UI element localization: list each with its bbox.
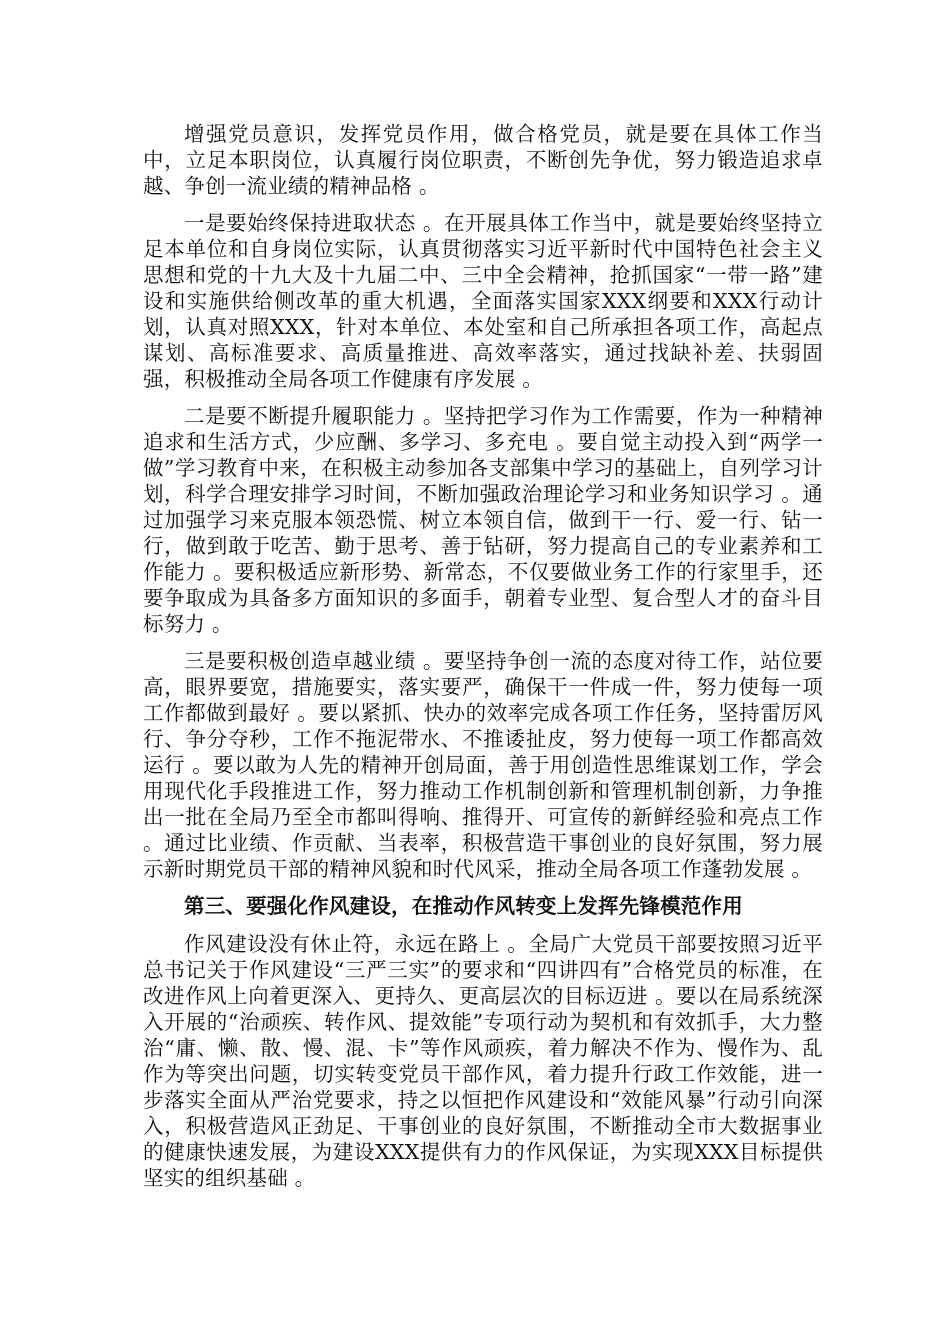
paragraph-progress-state: 一是要始终保持进取状态 。在开展具体工作当中，就是要始终坚持立足本单位和自身岗位实际，认真贯彻落实习近平新时代中国特色社会主义思想和党的十九大及十九届二中、三中全会精神，抢抓国家“一带一路”建设和实施供给侧改革的重大机遇，全面落实国家XXX纲要和XXX行动计划，认真对照XXX，针对本单位、本处室和自己所承担各项工作，高起点谋划、高标准要求、高质量推进、高效率落实，通过找缺补差、扶弱固强，积极推动全局各项工作健康有序发展 。 bbox=[143, 211, 823, 391]
intro-paragraph: 增强党员意识，发挥党员作用，做合格党员，就是要在具体工作当中，立足本职岗位，认真履行岗位职责，不断创先争优，努力锻造追求卓越、争创一流业绩的精神品格 。 bbox=[143, 122, 823, 198]
paragraph-excellent-performance: 三是要积极创造卓越业绩 。要坚持争创一流的态度对待工作，站位要高，眼界要宽，措施要实，落实要严，确保干一件成一件，努力使每一项工作都做到最好 。要以紧抓、快办的效率完成各项工作任务，坚持雷厉风行、争分夺秒，工作不拖泥带水、不推诿扯皮，努力使每一项工作都高效运行 。要以敢为人先的精神开创局面，善于用创造性思维谋划工作，学会用现代化手段推进工作，努力推动工作机制创新和管理机制创新，力争推出一批在全局乃至全市都叫得响、推得开、可宣传的新鲜经验和亮点工作 。通过比业绩、作贡献、当表率，积极营造干事创业的良好氛围，努力展示新时期党员干部的精神风貌和时代风采，推动全局各项工作蓬勃发展 。 bbox=[143, 649, 823, 881]
paragraph-duty-ability: 二是要不断提升履职能力 。坚持把学习作为工作需要，作为一种精神追求和生活方式，少应酬、多学习、多充电 。要自觉主动投入到“两学一做”学习教育中来，在积极主动参加各支部集中学习的基础上，自列学习计划，科学合理安排学习时间，不断加强政治理论学习和业务知识学习 。通过加强学习来克服本领恐慌、树立本领自信，做到干一行、爱一行、钻一行，做到敢于吃苦、勤于思考、善于钻研，努力提高自己的专业素养和工作能力 。要积极适应新形势、新常态，不仅要做业务工作的行家里手，还要争取成为具备多方面知识的多面手，朝着专业型、复合型人才的奋斗目标努力 。 bbox=[143, 404, 823, 636]
paragraph-work-style: 作风建设没有休止符，永远在路上 。全局广大党员干部要按照习近平总书记关于作风建设“三严三实”的要求和“四讲四有”合格党员的标准，在改进作风上向着更深入、更持久、更高层次的目标迈进 。要以在局系统深入开展的“治顽疾、转作风、提效能”专项行动为契机和有效抓手，大力整治“庸、懒、散、慢、混、卡”等作风顽疾，着力解决不作为、慢作为、乱作为等突出问题，切实转变党员干部作风，着力提升行政工作效能，进一步落实全面从严治党要求，持之以恒把作风建设和“效能风暴”行动引向深入，积极营造风正劲足、干事创业的良好氛围，不断推动全市大数据事业的健康快速发展，为建设XXX提供有力的作风保证，为实现XXX目标提供坚实的组织基础 。 bbox=[143, 932, 823, 1190]
section-heading: 第三、要强化作风建设，在推动作风转变上发挥先锋模范作用 bbox=[184, 894, 743, 918]
document-page bbox=[143, 121, 823, 1202]
